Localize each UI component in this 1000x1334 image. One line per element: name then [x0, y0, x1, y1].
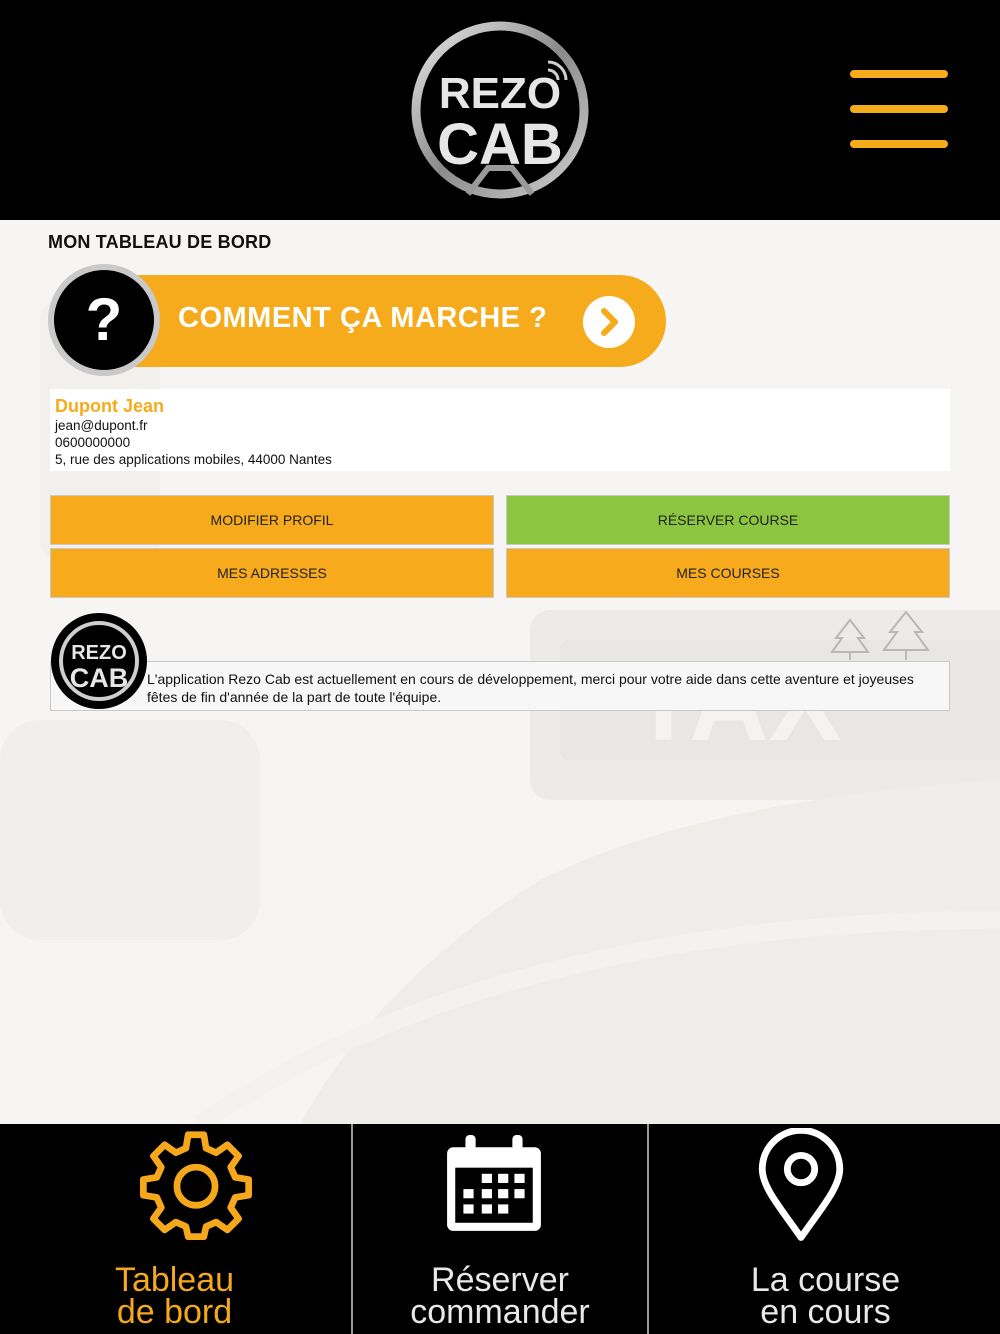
hamburger-menu-icon[interactable]	[846, 66, 952, 156]
tab-dashboard-label: Tableau de bord	[114, 1261, 235, 1331]
app-header	[0, 0, 1000, 220]
development-notice	[50, 661, 950, 711]
profile-name: Dupont Jean	[55, 396, 165, 416]
svg-text:CAB: CAB	[437, 112, 563, 177]
rezo-cab-logo	[408, 18, 592, 202]
chevron-right-icon	[583, 296, 635, 348]
notice-text: L'application Rezo Cab est actuellement en cours de développement, merci pour votre aide dans cette aventure et joyeuses fêtes de fin d'année de la part de toute l'équipe.	[147, 671, 914, 705]
calendar-icon	[443, 1132, 545, 1236]
bottom-navigation	[0, 1124, 1000, 1334]
profile-phone: 0600000000	[55, 435, 131, 450]
how-it-works-label: COMMENT ÇA MARCHE ?	[178, 302, 548, 334]
rezo-cab-badge-logo	[49, 611, 149, 711]
how-it-works-banner[interactable]	[48, 264, 668, 376]
dashboard-content	[0, 220, 1000, 1124]
christmas-trees-icon	[826, 610, 936, 662]
modify-profile-button[interactable]: MODIFIER PROFIL	[50, 495, 494, 545]
tab-current-ride[interactable]	[651, 1124, 1000, 1334]
help-question-icon: ?	[48, 264, 160, 376]
gear-icon	[140, 1128, 252, 1240]
tab-book[interactable]	[351, 1124, 649, 1334]
my-rides-button[interactable]: MES COURSES	[506, 548, 950, 598]
tab-current-ride-label: La course en cours	[750, 1261, 901, 1331]
profile-email: jean@dupont.fr	[55, 418, 148, 433]
book-ride-button[interactable]: RÉSERVER COURSE	[506, 495, 950, 545]
svg-text:CAB: CAB	[69, 663, 129, 693]
profile-address: 5, rue des applications mobiles, 44000 Nantes	[55, 452, 332, 467]
my-addresses-button[interactable]: MES ADRESSES	[50, 548, 494, 598]
svg-text:REZO: REZO	[438, 69, 562, 118]
profile-card	[50, 389, 950, 471]
svg-text:REZO: REZO	[71, 642, 127, 664]
page-title: MON TABLEAU DE BORD	[48, 232, 272, 252]
tab-dashboard[interactable]	[0, 1124, 349, 1334]
tab-book-label: Réserver commander	[410, 1261, 590, 1331]
location-pin-icon	[755, 1128, 847, 1242]
